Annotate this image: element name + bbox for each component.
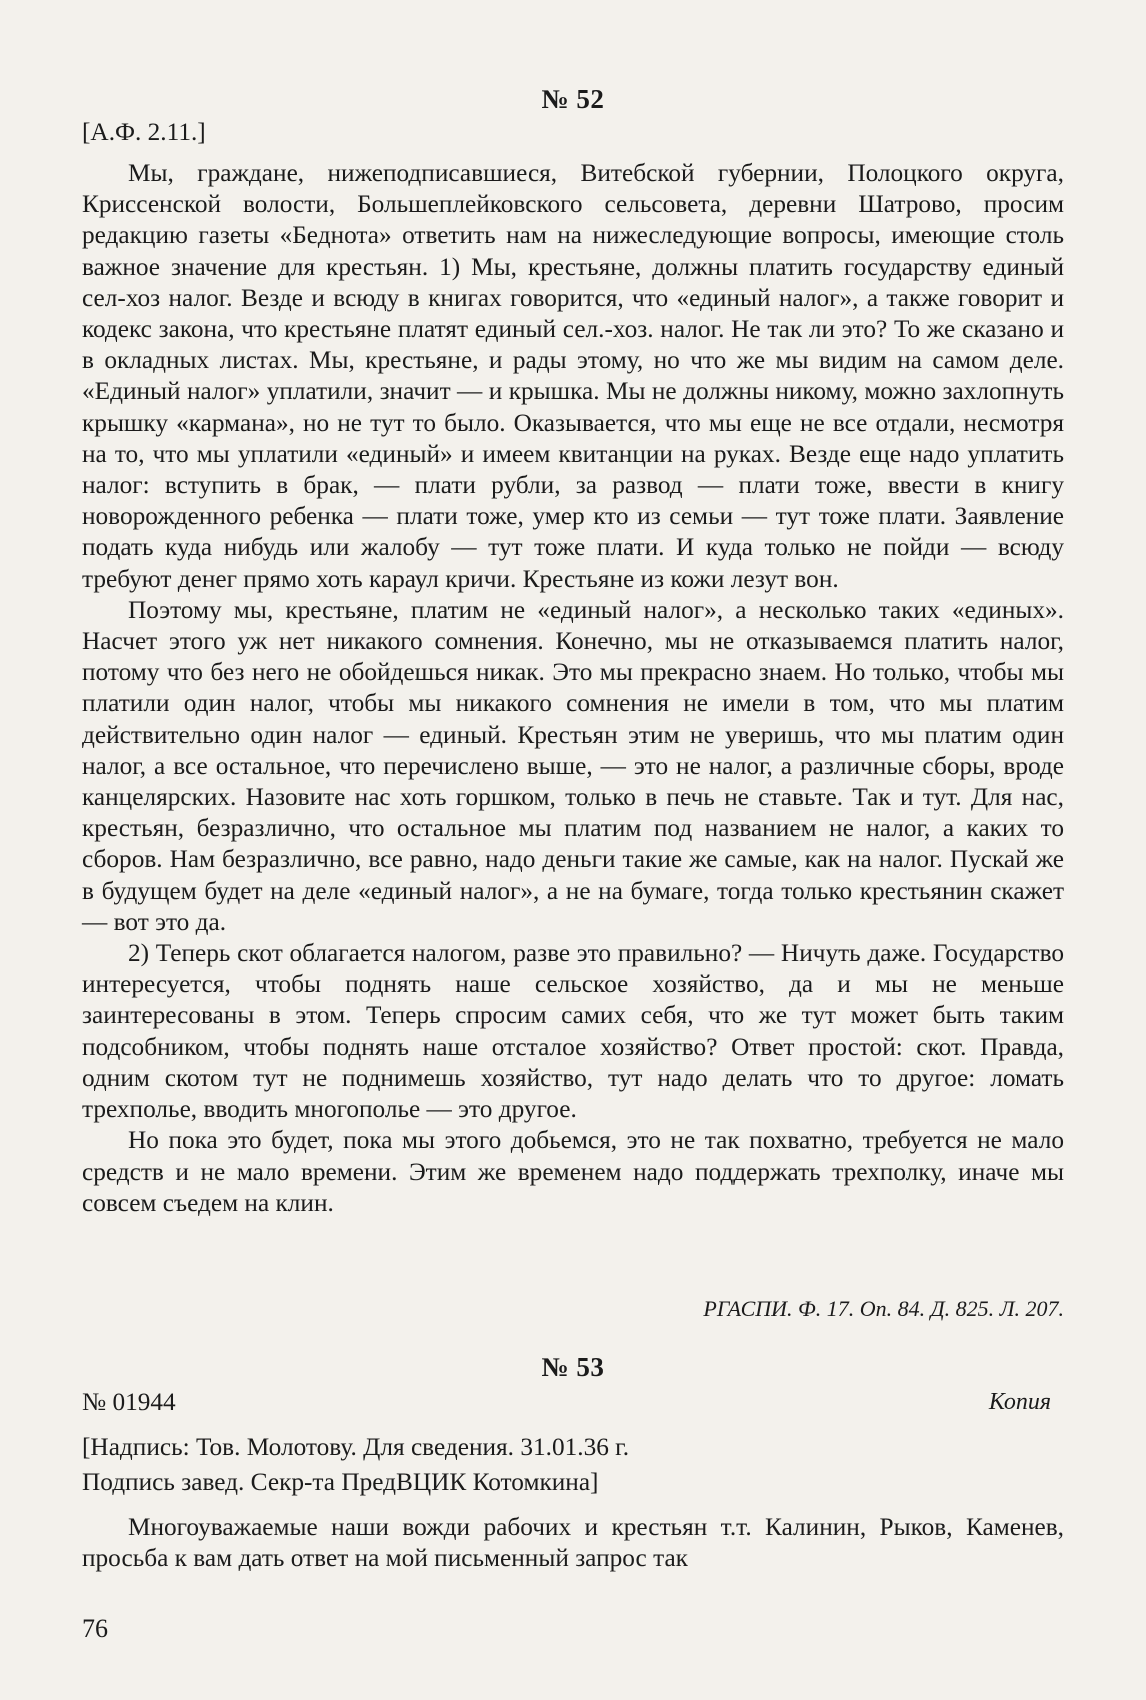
document-52-body (82, 158, 1064, 1219)
paragraph-4: Но пока это будет, пока мы этого добьемся, это не так похватно, требуется не мало средств и не мало времени. Этим же временем надо поддержать трехполку, иначе мы совсем съедем на клин. (82, 1126, 1064, 1217)
copy-label: Копия (988, 1389, 1051, 1415)
document-53-inscription (82, 1432, 1064, 1498)
signature-note: Подпись завед. Секр-та ПредВЦИК Котомкина] (82, 1468, 599, 1497)
archive-source-citation: РГАСПИ. Ф. 17. Оп. 84. Д. 825. Л. 207. (703, 1296, 1064, 1321)
document-53-body (82, 1512, 1064, 1574)
paragraph-2: Поэтому мы, крестьяне, платим не «единый налог», а несколько таких «единых». Насчет этого уж нет никакого сомнения. Конечно, мы не отказываемся платить налог, потому что без него не обойдешься никак. Это мы прекрасно знаем. Но только, чтобы мы платили один налог, чтобы мы никакого сомнения не имели в том, что мы платим действительно один налог — единый. Крестьян этим не уверишь, что мы платим один налог, а все остальное, что перечислено выше, — это не налог, а различные сборы, вроде канцелярских. Назовите нас хоть горшком, только в печь не ставьте. Так и тут. Для нас, крестьян, безразлично, что остальное мы платим под названием не налог, а каких то сборов. Нам безразлично, все равно, надо деньги такие же самые, как на налог. Пускай же в будущем будет на деле «единый налог», а не на бумаге, тогда только крестьянин скажет — вот это да. (82, 595, 1064, 936)
reference-mark: [А.Ф. 2.11.] (82, 118, 206, 146)
page-number: 76 (82, 1614, 108, 1643)
document-52-number: № 52 (541, 84, 605, 114)
paragraph-1: Мы, граждане, нижеподписавшиеся, Витебской губернии, Полоцкого округа, Криссенской волости, Большеплейковского сельсовета, деревни Шатрово, просим редакцию газеты «Беднота» ответить нам на нижеследующие вопросы, имеющие столь важное значение для крестьян. 1) Мы, крестьяне, должны платить государству единый сел-хоз налог. Везде и всюду в книгах говорится, что «единый налог», а также говорит и кодекс закона, что крестьяне платят единый сел.-хоз. налог. Не так ли это? То же сказано и в окладных листах. Мы, крестьяне, и рады этому, но что же мы видим на самом деле. «Единый налог» уплатили, значит — и крышка. Мы не должны никому, можно захлопнуть крышку «кармана», но не тут то было. Оказывается, что мы еще не все отдали, несмотря на то, что мы уплатили «единый» и имеем квитанции на руках. Везде еще надо уплатить налог: вступить в брак, — плати рубли, за развод — плати тоже, ввести в книгу новорожденного ребенка — плати тоже, умер кто из семьи — тут тоже плати. Заявление подать куда нибудь или жалобу — тут тоже плати. И куда только не пойди — всюду требуют денег прямо хоть караул кричи. Крестьяне из кожи лезут вон. (82, 159, 1064, 593)
document-53-number: № 53 (541, 1352, 605, 1382)
document-52-reference (82, 117, 1064, 148)
paragraph-3: 2) Теперь скот облагается налогом, разве это правильно? — Ничуть даже. Государство интересуется, чтобы поднять наше сельское хозяйство, да и мы не меньше заинтересованы в этом. Теперь спросим самих себя, что же тут может быть таким подсобником, чтобы поднять наше отсталое хозяйство? Ответ простой: скот. Правда, одним скотом тут не поднимешь хозяйство, тут надо делать что то другое: ломать трехполье, вводить многополье — это другое. (82, 939, 1064, 1124)
inscription-line: [Надпись: Тов. Молотову. Для сведения. 31.01.36 г. (82, 1433, 630, 1461)
registration-number: № 01944 (82, 1388, 176, 1416)
opening-paragraph: Многоуважаемые наши вожди рабочих и крестьян т.т. Калинин, Рыков, Каменев, просьба к вам дать ответ на мой письменный запрос так (82, 1513, 1064, 1573)
document-53-header (82, 1387, 1064, 1418)
